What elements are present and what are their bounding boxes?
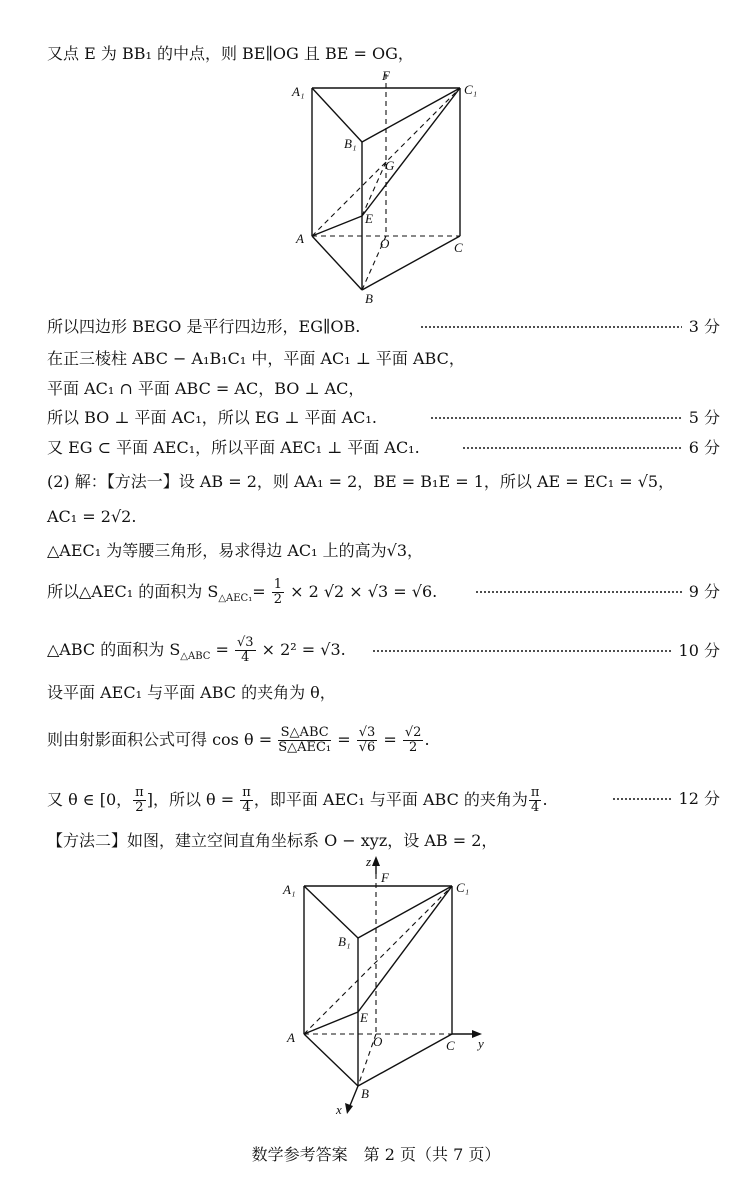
label-e: E bbox=[360, 1010, 368, 1025]
fraction-den: 2 bbox=[409, 740, 418, 755]
label-y: y bbox=[478, 1036, 484, 1051]
score-10: 10 分 bbox=[678, 641, 720, 660]
label-f: F bbox=[381, 870, 389, 885]
fraction-den: S△AEC₁ bbox=[278, 740, 332, 755]
area-abc-sub: △ABC bbox=[180, 651, 211, 663]
label-a: A bbox=[287, 1030, 295, 1045]
label-z: z bbox=[366, 854, 372, 869]
score-9: 9 分 bbox=[688, 582, 720, 601]
text-line-9: △AEC₁ 为等腰三角形，易求得边 AC₁ 上的高为√3， bbox=[47, 541, 424, 560]
fraction-num: π bbox=[530, 785, 540, 800]
text-line-2: 所以四边形 BEGO 是平行四边形，EG∥OB. bbox=[47, 317, 361, 336]
x-axis-end bbox=[349, 1086, 358, 1108]
text-line-4: 平面 AC₁ ∩ 平面 ABC = AC，BO ⊥ AC， bbox=[47, 379, 365, 398]
period: . bbox=[424, 730, 430, 749]
eq-sign: = bbox=[210, 640, 234, 659]
eq-sign: = bbox=[332, 730, 356, 749]
score-12: 12 分 bbox=[678, 789, 720, 808]
fraction-num: π bbox=[135, 785, 144, 800]
text-line-1: 又点 E 为 BB₁ 的中点，则 BE∥OG 且 BE = OG， bbox=[47, 44, 414, 63]
text-line-8: AC₁ = 2√2. bbox=[47, 507, 137, 526]
label-a1: A₁ bbox=[292, 84, 305, 99]
fraction-num: 1 bbox=[273, 577, 282, 592]
label-c: C bbox=[454, 240, 463, 255]
fraction-den: 4 bbox=[531, 800, 540, 815]
score-5: 5 分 bbox=[688, 408, 720, 427]
score-6: 6 分 bbox=[688, 438, 720, 457]
score-3: 3 分 bbox=[688, 317, 720, 336]
area-aec1-rest: × 2 √2 × √3 = √6. bbox=[285, 582, 438, 601]
area-aec1-sub: △AEC₁ bbox=[218, 593, 253, 605]
fraction-den: 2 bbox=[273, 592, 282, 607]
text-line-15: 【方法二】如图，建立空间直角坐标系 O − xyz，设 AB = 2， bbox=[47, 831, 498, 850]
label-o: O bbox=[373, 1034, 383, 1049]
theta-eq: ]，所以 θ = bbox=[146, 790, 240, 809]
area-abc-prefix: △ABC 的面积为 S bbox=[47, 640, 181, 659]
label-o: O bbox=[380, 236, 390, 251]
text-line-7: (2) 解：【方法一】设 AB = 2，则 AA₁ = 2，BE = B₁E = 1，所以 AE = EC₁ = √5， bbox=[47, 472, 675, 491]
label-c1: C₁ bbox=[456, 880, 470, 895]
cos-prefix: 则由射影面积公式可得 cos θ = bbox=[47, 730, 278, 749]
eq-sign: = bbox=[252, 582, 271, 601]
label-a: A bbox=[296, 231, 304, 246]
label-a1: A₁ bbox=[283, 882, 296, 897]
text-line-12: 设平面 AEC₁ 与平面 ABC 的夹角为 θ， bbox=[47, 683, 336, 702]
fraction-num: √2 bbox=[404, 725, 422, 740]
edge-ab bbox=[304, 1034, 358, 1086]
label-b1: B₁ bbox=[344, 136, 357, 151]
edge-a1b1 bbox=[304, 886, 358, 938]
fraction-den: 2 bbox=[135, 800, 144, 815]
x-axis-arrow bbox=[345, 1103, 353, 1114]
label-b: B bbox=[361, 1086, 369, 1101]
label-c1: C₁ bbox=[464, 82, 478, 97]
label-c: C bbox=[446, 1038, 455, 1053]
text-line-5: 所以 BO ⊥ 平面 AC₁，所以 EG ⊥ 平面 AC₁. bbox=[47, 408, 377, 427]
label-x: x bbox=[336, 1102, 342, 1117]
fraction-num: S△ABC bbox=[278, 726, 331, 741]
period: . bbox=[542, 790, 548, 809]
z-axis-arrow bbox=[372, 856, 380, 866]
text-line-3: 在正三棱柱 ABC − A₁B₁C₁ 中，平面 AC₁ ⊥ 平面 ABC， bbox=[47, 349, 465, 368]
label-f: F bbox=[382, 68, 390, 83]
page-footer: 数学参考答案 第 2 页（共 7 页） bbox=[251, 1145, 501, 1164]
label-e: E bbox=[365, 211, 373, 226]
text-line-6: 又 EG ⊂ 平面 AEC₁，所以平面 AEC₁ ⊥ 平面 AC₁. bbox=[47, 438, 420, 457]
label-b: B bbox=[365, 291, 373, 306]
edge-b1c1 bbox=[358, 886, 452, 938]
conclusion-text: ，即平面 AEC₁ 与平面 ABC 的夹角为 bbox=[253, 790, 528, 809]
fraction-den: 4 bbox=[242, 800, 251, 815]
fraction-num: √3 bbox=[358, 725, 376, 740]
edge-ec1 bbox=[358, 886, 452, 1012]
edge-ae bbox=[304, 1012, 358, 1034]
label-b1: B₁ bbox=[338, 934, 351, 949]
eq-sign: = bbox=[378, 730, 402, 749]
fraction-den: 4 bbox=[241, 650, 250, 665]
fraction-num: π bbox=[242, 785, 251, 800]
label-g: G bbox=[385, 158, 395, 173]
fraction-num: √3 bbox=[236, 635, 254, 650]
area-aec1-prefix: 所以△AEC₁ 的面积为 S bbox=[47, 582, 219, 601]
area-abc-rest: × 2² = √3. bbox=[256, 640, 346, 659]
theta-range-prefix: 又 θ ∈ [0， bbox=[47, 790, 133, 809]
fraction-den: √6 bbox=[358, 740, 376, 755]
